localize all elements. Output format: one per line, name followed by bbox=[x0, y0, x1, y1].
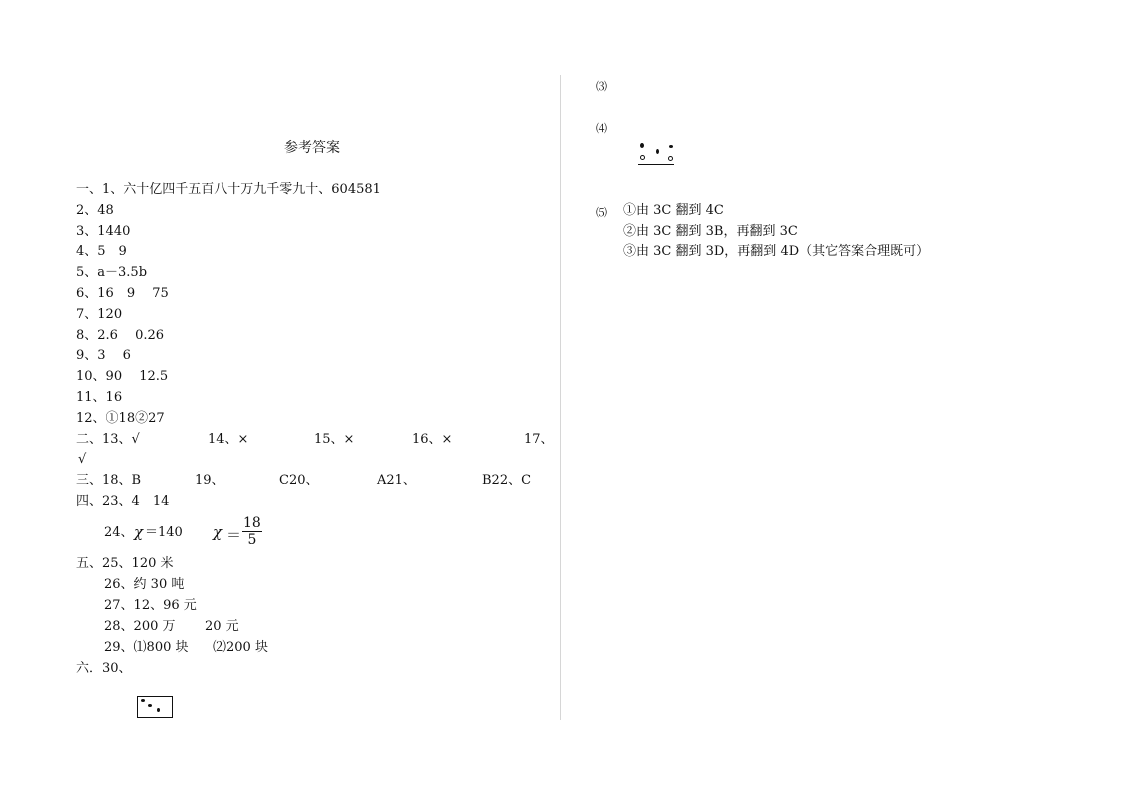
answer-2-17: 17、 bbox=[524, 432, 554, 447]
fraction-denominator: 5 bbox=[247, 532, 257, 548]
figure-dot bbox=[148, 704, 152, 707]
figure-dot bbox=[640, 155, 645, 160]
chi-symbol-2: χ bbox=[213, 523, 223, 541]
equals-sign: ＝ bbox=[226, 526, 242, 544]
answer-5-25: 五、25、120 米 bbox=[76, 556, 174, 571]
answer-5-28-b: 20 元 bbox=[205, 619, 239, 634]
answer-1-2: 2、48 bbox=[76, 203, 114, 218]
answer-3-22: B22、C bbox=[482, 473, 532, 488]
figure-dot bbox=[656, 149, 659, 154]
answer-1-7: 7、120 bbox=[76, 307, 123, 322]
answer-4-24-value-1: ＝140 bbox=[145, 525, 183, 540]
answer-1-6: 6、16 9 75 bbox=[76, 286, 169, 301]
page-title: 参考答案 bbox=[284, 140, 340, 156]
answer-3-21: A21、 bbox=[377, 473, 416, 488]
answer-1-5: 5、a－3.5b bbox=[76, 265, 148, 280]
answer-3-18: 三、18、B bbox=[76, 473, 142, 488]
answer-1-8: 8、2.6 0.26 bbox=[76, 328, 165, 343]
answer-5-26: 26、约 30 吨 bbox=[104, 577, 185, 592]
answer-2-13: 二、13、√ bbox=[76, 432, 140, 447]
figure-baseline bbox=[638, 164, 674, 165]
figure-dot bbox=[141, 699, 145, 702]
answer-1-10: 10、90 12.5 bbox=[76, 369, 169, 384]
answer-5-27: 27、12、96 元 bbox=[104, 598, 197, 613]
answer-5-29: 29、⑴800 块 bbox=[104, 640, 189, 655]
answer-2-15: 15、× bbox=[314, 432, 355, 447]
answer-part-5-b: ②由 3C 翻到 3B，再翻到 3C bbox=[623, 224, 798, 239]
answer-3-19: 19、 bbox=[195, 473, 225, 488]
answer-5-28: 28、200 万 bbox=[104, 619, 176, 634]
answer-figure-box bbox=[137, 696, 173, 718]
answer-5-29-b: ⑵200 块 bbox=[213, 640, 268, 655]
answer-part-3: ⑶ bbox=[596, 80, 607, 93]
page-divider bbox=[560, 75, 561, 720]
answer-6-30: 六．30、 bbox=[76, 661, 132, 676]
figure-dot bbox=[640, 143, 644, 148]
figure-dot bbox=[668, 156, 673, 161]
answer-4-24-label: 24、 bbox=[104, 525, 134, 540]
answer-part-5: ⑸ bbox=[596, 206, 607, 219]
fraction bbox=[242, 515, 262, 548]
chi-symbol-1: χ bbox=[134, 523, 144, 541]
answer-part-5-c: ③由 3C 翻到 3D，再翻到 4D（其它答案合理既可） bbox=[623, 244, 930, 259]
answer-1-9: 9、3 6 bbox=[76, 348, 131, 363]
answer-1-1: 一、1、六十亿四千五百八十万九千零九十、604581 bbox=[76, 182, 381, 197]
fraction-numerator: 18 bbox=[243, 515, 261, 531]
answer-4-23: 四、23、4 14 bbox=[76, 494, 170, 509]
answer-1-12: 12、①18②27 bbox=[76, 411, 165, 426]
answer-1-3: 3、1440 bbox=[76, 224, 131, 239]
answer-1-4: 4、5 9 bbox=[76, 244, 127, 259]
answer-1-11: 11、16 bbox=[76, 390, 123, 405]
figure-dot bbox=[669, 145, 673, 148]
answer-2-17-mark: √ bbox=[78, 452, 87, 467]
answer-2-16: 16、× bbox=[412, 432, 453, 447]
figure-dot bbox=[157, 708, 160, 712]
answer-part-5-a: ①由 3C 翻到 4C bbox=[623, 203, 724, 218]
answer-2-14: 14、× bbox=[208, 432, 249, 447]
answer-3-20: C20、 bbox=[279, 473, 319, 488]
answer-part-4: ⑷ bbox=[596, 122, 607, 135]
